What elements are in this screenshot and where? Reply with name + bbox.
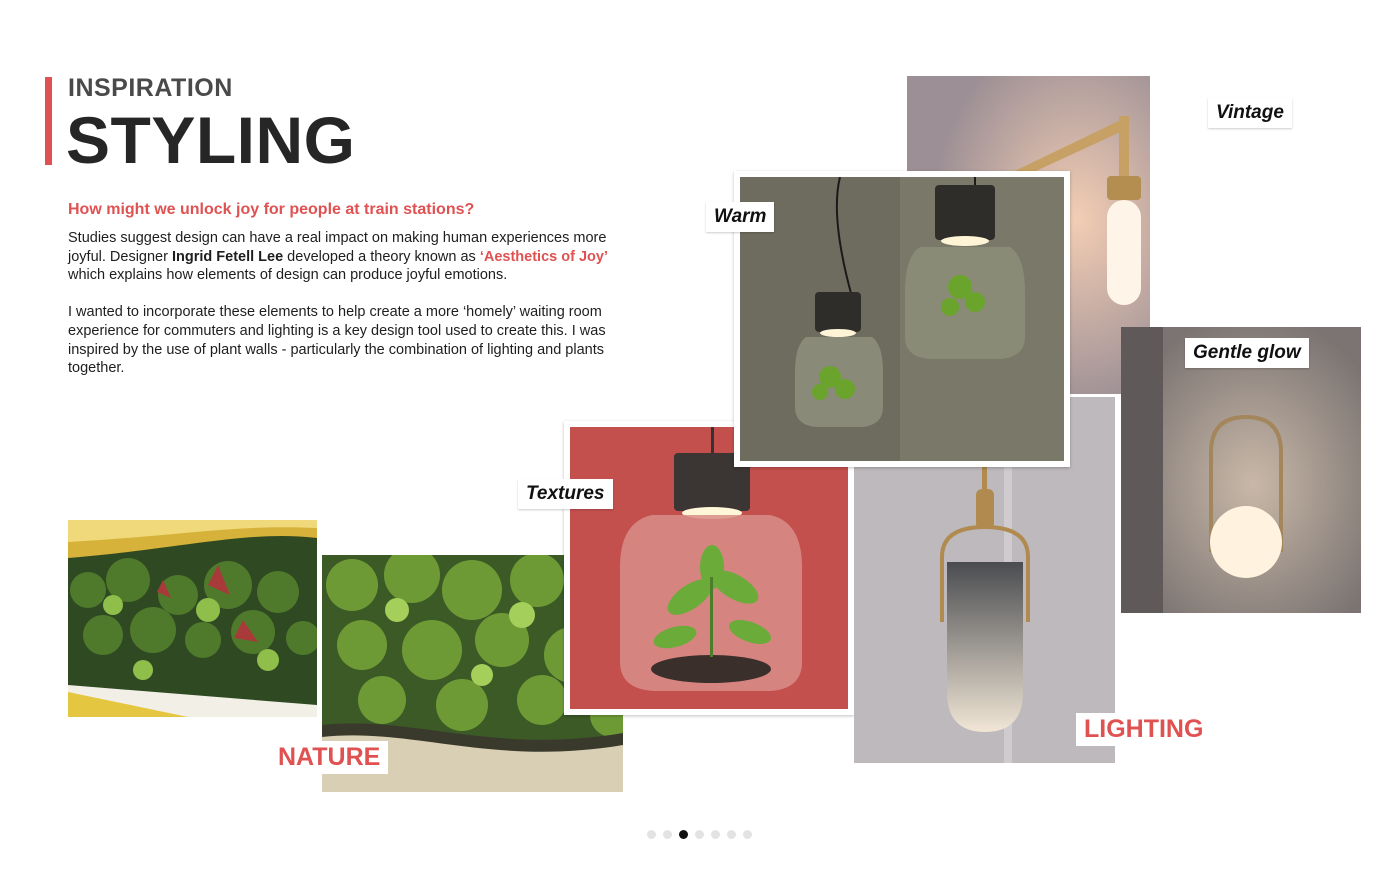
tag-textures: Textures [518,479,613,509]
plant-wall-photo-1 [68,520,317,717]
pagination-dot-3[interactable] [679,830,688,839]
theory-name: ‘Aesthetics of Joy’ [479,248,608,265]
pagination-dots [647,830,752,839]
pagination-dot-2[interactable] [663,830,672,839]
research-question: How might we unlock joy for people at train stations? [68,201,475,218]
intro-paragraph-2: I wanted to incorporate these elements to help create a more ‘homely’ waiting room experience for commuters and lighting is a key design tool used to create this. I was inspired by the use of plant walls - particularly the combination of lighting and plants together. [68,304,606,377]
warm-lamps-photo [734,171,1070,467]
pagination-dot-5[interactable] [711,830,720,839]
accent-bar [45,77,52,165]
tag-vintage: Vintage [1208,98,1292,128]
pagination-dot-7[interactable] [743,830,752,839]
section-label-lighting: LIGHTING [1076,713,1211,746]
intro-text [68,229,638,396]
designer-name: Ingrid Fetell Lee [171,248,284,265]
intro-text-part: developed a theory known as [283,248,480,265]
pagination-dot-6[interactable] [727,830,736,839]
page-title: STYLING [66,103,356,177]
eyebrow-heading: INSPIRATION [68,74,233,102]
gentle-glow-lamp-photo [1121,327,1361,613]
intro-text-part: which explains how elements of design can produce joyful emotions. [68,267,508,284]
intro-paragraph-1 [68,229,638,285]
pagination-dot-4[interactable] [695,830,704,839]
section-label-nature: NATURE [270,741,388,774]
pagination-dot-1[interactable] [647,830,656,839]
intro-text-part: Studies suggest design can have a real impact on making human experiences more joyful. Designer [68,230,607,265]
tag-gentle-glow: Gentle glow [1185,338,1309,368]
tag-warm: Warm [706,202,774,232]
